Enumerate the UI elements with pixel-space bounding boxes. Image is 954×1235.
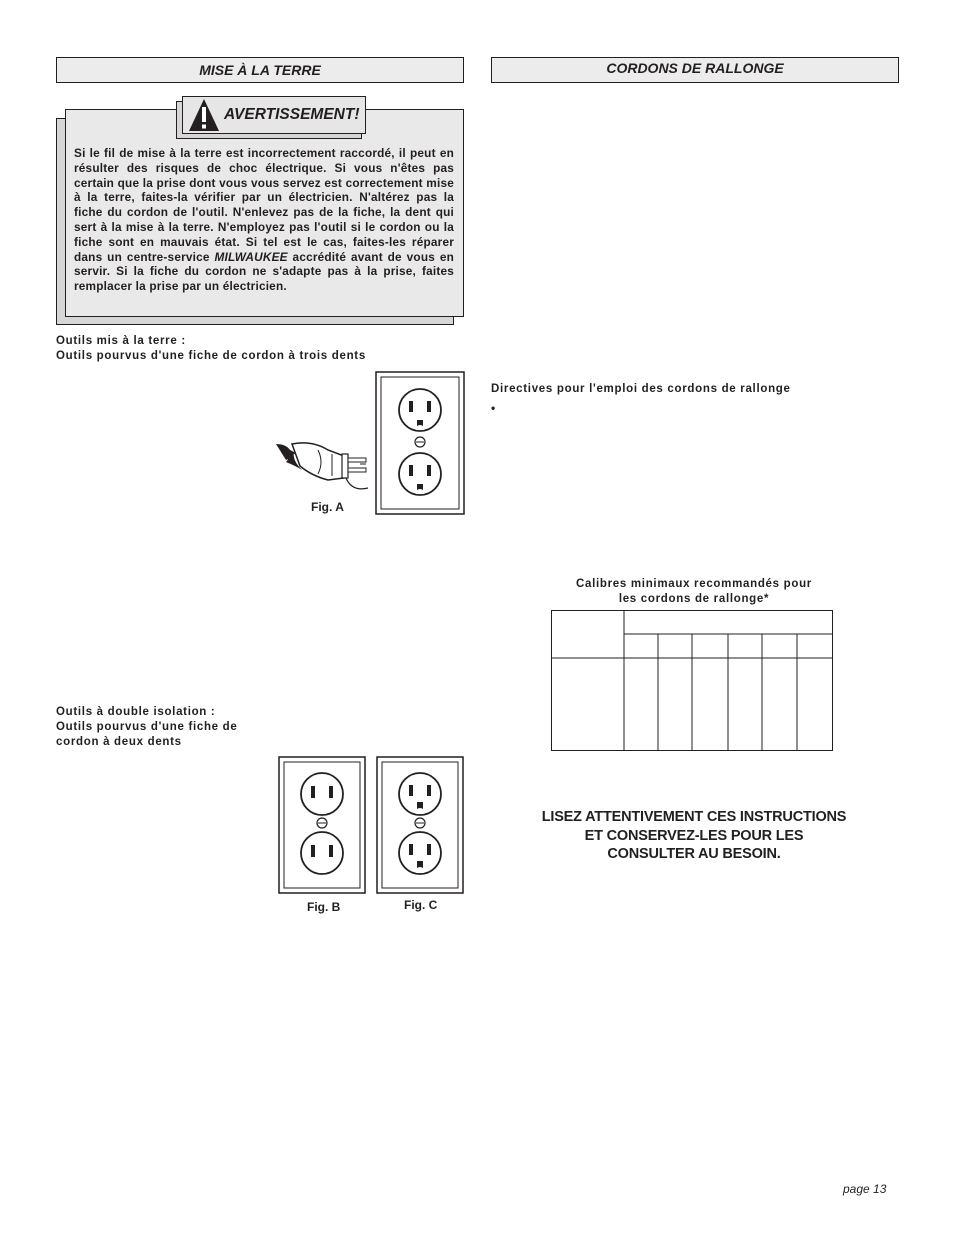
section-header-extension-cords: [491, 57, 899, 83]
section-header-grounding: [56, 57, 464, 83]
section-title-extension-cords: CORDONS DE RALLONGE: [606, 60, 784, 76]
extension-guidelines-bullet: •: [491, 401, 496, 415]
warning-text-after: accrédité avant de vous en servir. Si la fiche du cordon ne s'adapte pas à la prise, faites remplacer la prise par un électricien.: [74, 249, 454, 294]
gauge-table-title: [491, 577, 897, 607]
section-title-grounding: MISE À LA TERRE: [199, 62, 321, 78]
grounded-line1: Outils mis à la terre :: [56, 335, 186, 347]
fig-a-label: Fig. A: [311, 500, 344, 514]
double-insulated-line2: Outils pourvus d'une fiche de: [56, 721, 238, 733]
fig-a-three-prong-outlet-illustration: [272, 370, 466, 516]
grounded-tools-heading: [56, 334, 456, 364]
warning-triangle-icon: [188, 98, 220, 132]
gauge-table-title-line1: Calibres minimaux recommandés pour: [576, 578, 812, 590]
grounded-line2: Outils pourvus d'une fiche de cordon à trois dents: [56, 350, 366, 362]
double-insulated-heading: [56, 705, 276, 750]
double-insulated-line3: cordon à deux dents: [56, 736, 182, 748]
fig-b-label: Fig. B: [307, 900, 341, 914]
page-number: page 13: [843, 1182, 887, 1196]
fig-c-label: Fig. C: [404, 898, 438, 912]
fig-c-three-slot-outlet-illustration: [376, 756, 464, 894]
closing-line3: CONSULTER AU BESOIN.: [607, 846, 781, 862]
warning-brand: MILWAUKEE: [214, 249, 288, 264]
double-insulated-line1: Outils à double isolation :: [56, 706, 216, 718]
warning-title: AVERTISSEMENT!: [224, 106, 360, 123]
gauge-table: [551, 610, 833, 751]
warning-title-box: [182, 96, 366, 134]
warning-text-before: Si le fil de mise à la terre est incorrectement raccordé, il peut en résulter des risques de choc électrique. Si vous n'êtes pas certain que la prise dont vous vous servez est correctement mise à la terre, faites-la vérifier par un électricien. N'altérez pas la fiche du cordon de l'outil. N'enlevez pas de la fiche, la dent qui sert à la mise à la terre. N'employez pas l'outil si le cordon ou la fiche sont en mauvais état. Si tel est le cas, faites-les réparer dans un centre-service: [74, 146, 454, 264]
gauge-table-title-line2: les cordons de rallonge*: [618, 593, 770, 605]
closing-instructions: [491, 808, 897, 864]
extension-guidelines-title: Directives pour l'emploi des cordons de rallonge: [491, 383, 791, 395]
closing-line2: ET CONSERVEZ-LES POUR LES: [584, 827, 804, 844]
closing-line1: LISEZ ATTENTIVEMENT CES INSTRUCTIONS: [541, 809, 847, 825]
fig-b-two-slot-outlet-illustration: [278, 756, 366, 894]
gauge-table-grid: [552, 611, 832, 750]
warning-text: [74, 146, 454, 294]
